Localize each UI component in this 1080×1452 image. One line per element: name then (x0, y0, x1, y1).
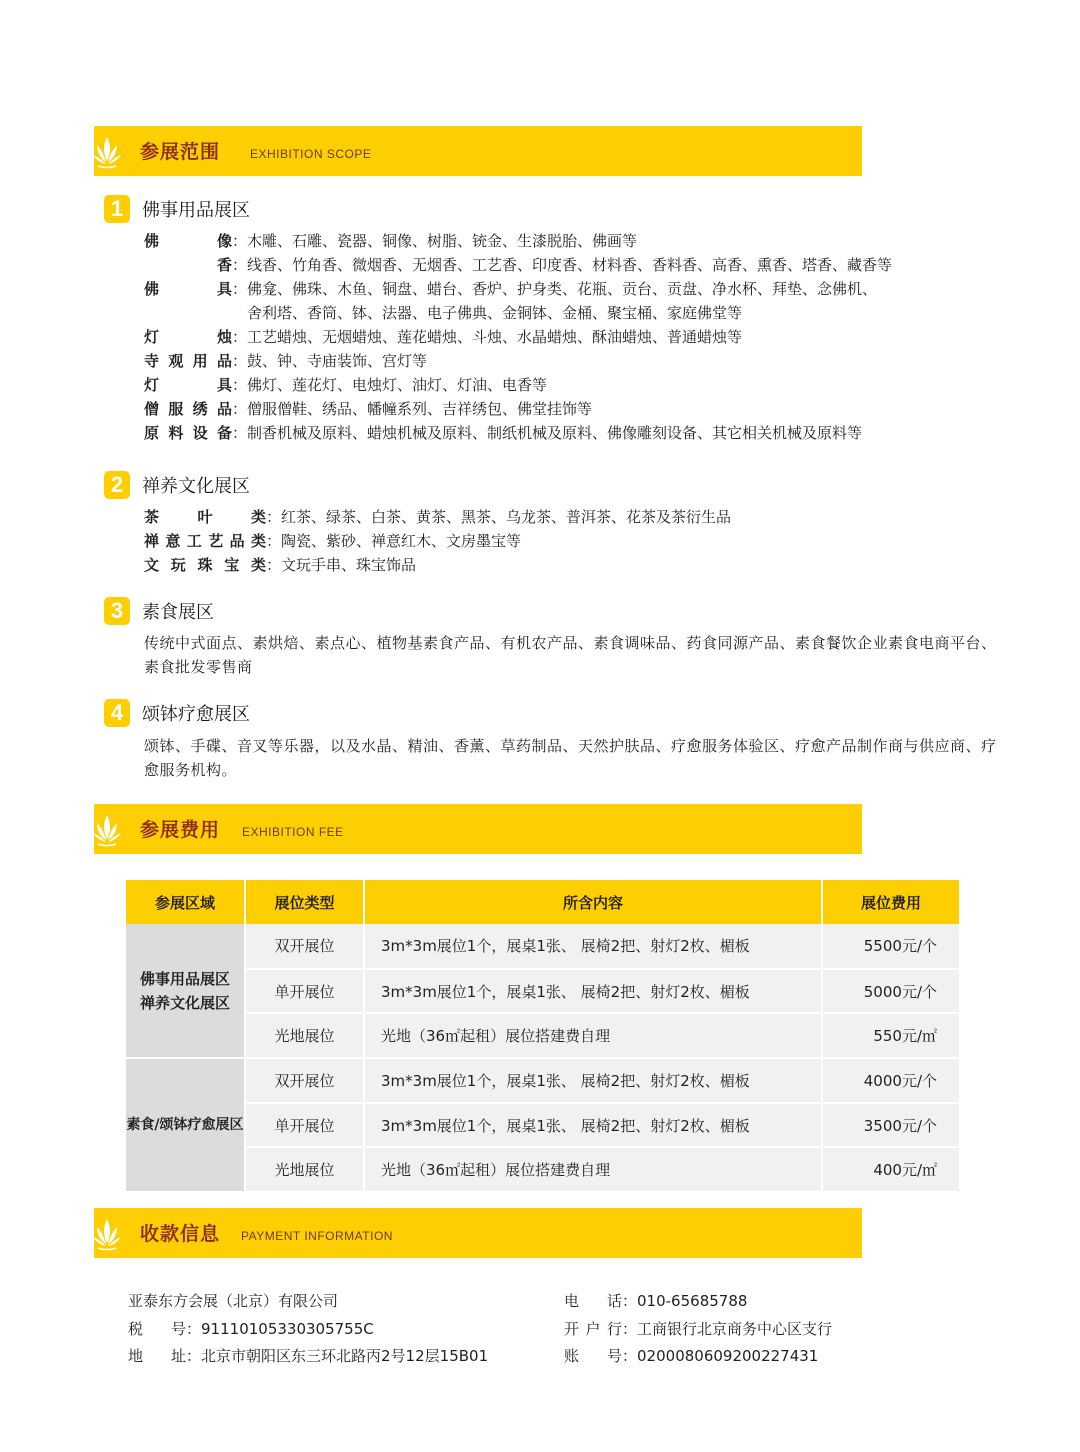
row-value: 舍利塔、香筒、钵、法器、电子佛典、金铜钵、金桶、聚宝桶、家庭佛堂等 (247, 304, 743, 322)
zone-line: 佛事用品展区 (139, 969, 230, 988)
lotus-icon (92, 1215, 122, 1253)
scope-row (144, 397, 592, 421)
table-row (126, 1058, 959, 1103)
price-cell: 550元/㎡ (822, 1013, 959, 1058)
header-type: 展位类型 (245, 880, 364, 924)
account-label: 账号 (564, 1347, 622, 1365)
payment-title-cn: 收款信息 (140, 1223, 221, 1245)
row-value: 文玩手串、珠宝饰品 (281, 556, 417, 574)
header-zone: 参展区域 (126, 880, 245, 924)
header-content: 所含内容 (364, 880, 822, 924)
colon: ： (622, 1347, 638, 1365)
zone-number-badge: 2 (104, 471, 130, 499)
tax-label: 税号 (128, 1320, 186, 1338)
address-label: 地址 (128, 1347, 186, 1365)
scope-row (144, 529, 521, 553)
fee-banner (94, 804, 862, 854)
row-value: 佛龛、佛珠、木鱼、铜盘、蜡台、香炉、护身类、花瓶、贡台、贡盘、净水杯、拜垫、念佛机、 (247, 280, 878, 298)
bank-label: 开户行 (564, 1320, 622, 1338)
payment-title-en: PAYMENT INFORMATION (241, 1229, 393, 1243)
payment-account-row (564, 1342, 818, 1370)
row-label: 佛像 (144, 232, 232, 250)
zone-description: 传统中式面点、素烘焙、素点心、植物基素食产品、有机农产品、素食调味品、药食同源产品、素食餐饮企业素食电商平台、素食批发零售商 (144, 634, 997, 676)
row-colon: ： (232, 376, 248, 394)
table-row (126, 1103, 959, 1148)
scope-banner (94, 126, 862, 176)
row-value: 线香、竹角香、微烟香、无烟香、工艺香、印度香、材料香、香料香、高香、熏香、塔香、藏香等 (247, 256, 893, 274)
scope-row-continuation (144, 301, 742, 325)
row-colon: ： (232, 280, 248, 298)
scope-row (144, 421, 862, 445)
content-cell: 光地（36㎡起租）展位搭建费自理 (364, 1013, 822, 1058)
row-value: 制香机械及原料、蜡烛机械及原料、制纸机械及原料、佛像雕刻设备、其它相关机械及原料等 (247, 424, 863, 442)
zone-description: 颂钵、手碟、音叉等乐器，以及水晶、精油、香薰、草药制品、天然护肤品、疗愈服务体验区、疗愈产品制作商与供应商、疗愈服务机构。 (144, 737, 997, 779)
table-row (126, 1147, 959, 1192)
zone-number-badge: 3 (104, 597, 130, 625)
lotus-icon (92, 811, 122, 849)
type-cell: 双开展位 (245, 1058, 364, 1103)
colon: ： (186, 1320, 202, 1338)
row-colon: ： (232, 352, 248, 370)
scope-title-en: EXHIBITION SCOPE (250, 147, 372, 161)
row-colon: ： (266, 556, 282, 574)
tax-value: 91110105330305755C (201, 1320, 374, 1338)
address-value: 北京市朝阳区东三环北路丙2号12层15B01 (201, 1347, 489, 1365)
fee-table (126, 880, 959, 1193)
payment-phone-row (564, 1287, 747, 1315)
price-cell: 5500元/个 (822, 924, 959, 969)
lotus-icon (92, 133, 122, 171)
payment-company: 亚泰东方会展（北京）有限公司 (128, 1292, 339, 1310)
row-label: 禅意工艺品类 (144, 532, 266, 550)
scope-row (144, 277, 877, 301)
fee-table-header (126, 880, 959, 924)
row-label: 寺观用品 (144, 352, 232, 370)
row-colon: ： (232, 400, 248, 418)
content-cell: 光地（36㎡起租）展位搭建费自理 (364, 1147, 822, 1192)
phone-value: 010-65685788 (637, 1292, 748, 1310)
header-price: 展位费用 (822, 880, 959, 924)
content-cell: 3m*3m展位1个，展桌1张、 展椅2把、射灯2枚、楣板 (364, 924, 822, 969)
fee-title-cn: 参展费用 (140, 819, 221, 841)
price-cell: 4000元/个 (822, 1058, 959, 1103)
zone-title: 禅养文化展区 (142, 476, 250, 497)
row-value: 佛灯、莲花灯、电烛灯、油灯、灯油、电香等 (247, 376, 548, 394)
row-value: 鼓、钟、寺庙装饰、宫灯等 (247, 352, 428, 370)
row-value: 僧服僧鞋、绣品、幡幢系列、吉祥绣包、佛堂挂饰等 (247, 400, 593, 418)
content-cell: 3m*3m展位1个，展桌1张、 展椅2把、射灯2枚、楣板 (364, 1103, 822, 1148)
type-cell: 光地展位 (245, 1147, 364, 1192)
table-row (126, 924, 959, 969)
scope-row (144, 373, 547, 397)
type-cell: 单开展位 (245, 1103, 364, 1148)
scope-row (144, 253, 892, 277)
zone-title: 素食展区 (142, 602, 214, 623)
payment-banner (94, 1208, 862, 1258)
zone-line: 素食/颂钵疗愈展区 (126, 1117, 244, 1134)
type-cell: 光地展位 (245, 1013, 364, 1058)
zone-cell (126, 1058, 245, 1192)
account-value: 0200080609200227431 (637, 1347, 819, 1365)
row-value: 陶瓷、紫砂、禅意红木、文房墨宝等 (281, 532, 522, 550)
row-label: 原料设备 (144, 424, 232, 442)
payment-tax-row (128, 1315, 374, 1343)
row-label: 香 (216, 256, 232, 274)
colon: ： (186, 1347, 202, 1365)
payment-address-row (128, 1342, 488, 1370)
scope-row (144, 349, 427, 373)
row-label: 文玩珠宝类 (144, 556, 266, 574)
price-cell: 400元/㎡ (822, 1147, 959, 1192)
content-cell: 3m*3m展位1个，展桌1张、 展椅2把、射灯2枚、楣板 (364, 969, 822, 1014)
row-label: 灯烛 (144, 328, 232, 346)
fee-title-en: EXHIBITION FEE (242, 825, 344, 839)
type-cell: 单开展位 (245, 969, 364, 1014)
scope-title-cn: 参展范围 (140, 141, 221, 163)
zone-cell (126, 924, 245, 1058)
row-colon: ： (232, 232, 248, 250)
type-cell: 双开展位 (245, 924, 364, 969)
row-label: 茶叶类 (144, 508, 266, 526)
scope-row (144, 229, 637, 253)
zone-line: 禅养文化展区 (139, 993, 230, 1012)
row-value: 红茶、绿茶、白茶、黄茶、黑茶、乌龙茶、普洱茶、花茶及茶衍生品 (281, 508, 732, 526)
row-label: 灯具 (144, 376, 232, 394)
colon: ： (622, 1320, 638, 1338)
price-cell: 3500元/个 (822, 1103, 959, 1148)
content-cell: 3m*3m展位1个，展桌1张、 展椅2把、射灯2枚、楣板 (364, 1058, 822, 1103)
table-row (126, 969, 959, 1014)
payment-bank-row (564, 1315, 832, 1343)
scope-row (144, 325, 742, 349)
row-colon: ： (232, 328, 248, 346)
zone-number-badge: 4 (104, 699, 130, 727)
row-value: 工艺蜡烛、无烟蜡烛、莲花蜡烛、斗烛、水晶蜡烛、酥油蜡烛、普通蜡烛等 (247, 328, 743, 346)
phone-label: 电话 (564, 1292, 622, 1310)
row-colon: ： (266, 508, 282, 526)
row-value: 木雕、石雕、瓷器、铜像、树脂、铳金、生漆脱胎、佛画等 (247, 232, 638, 250)
scope-row (144, 505, 731, 529)
zone-title: 佛事用品展区 (142, 200, 250, 221)
bank-value: 工商银行北京商务中心区支行 (637, 1320, 833, 1338)
row-colon: ： (232, 256, 248, 274)
zone-title: 颂钵疗愈展区 (142, 704, 250, 725)
row-colon: ： (266, 532, 282, 550)
price-cell: 5000元/个 (822, 969, 959, 1014)
scope-row (144, 553, 416, 577)
row-label: 佛具 (144, 280, 232, 298)
table-row (126, 1013, 959, 1058)
zone-number-badge: 1 (104, 195, 130, 223)
row-colon: ： (232, 424, 248, 442)
colon: ： (622, 1292, 638, 1310)
row-label: 僧服绣品 (144, 400, 232, 418)
